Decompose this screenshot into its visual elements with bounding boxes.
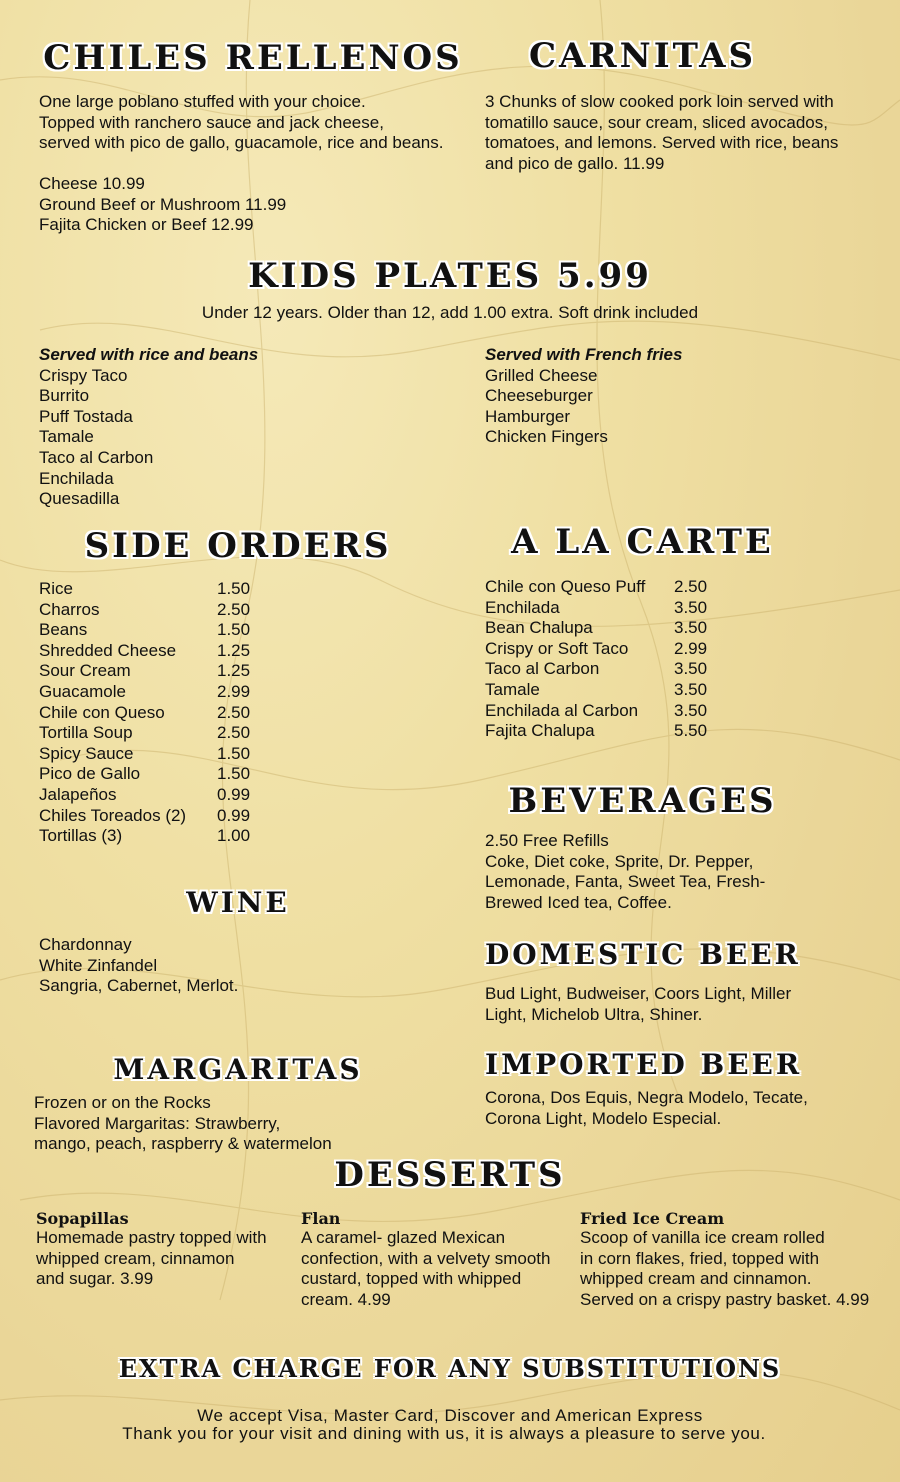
- dessert-name: Flan: [301, 1209, 341, 1228]
- carnitas-heading: CARNITAS: [528, 36, 757, 76]
- list-item: Ground Beef or Mushroom 11.99: [39, 194, 287, 214]
- list-item: Enchilada: [39, 468, 114, 488]
- wine-heading: WINE: [186, 886, 290, 919]
- kids-plates-heading: KIDS PLATES 5.99: [248, 256, 652, 296]
- list-item: Fajita Chalupa 5.50: [485, 721, 708, 741]
- list-item: Taco al Carbon 3.50: [485, 659, 708, 679]
- list-item: Guacamole 2.99: [39, 681, 251, 701]
- list-item: Charros 2.50: [39, 599, 251, 619]
- kids-rice-beans-list: [39, 345, 258, 510]
- chiles-rellenos-description: One large poblano stuffed with your choice. Topped with ranchero sauce and jack cheese, served with pico de gallo, guacamole, rice and beans.: [39, 92, 444, 153]
- list-item: Enchilada al Carbon 3.50: [485, 700, 708, 720]
- list-item: Beans 1.50: [39, 620, 251, 640]
- list-item: Pico de Gallo 1.50: [39, 764, 251, 784]
- dessert-description: Scoop of vanilla ice cream rolled in corn flakes, fried, topped with whipped cream and cinnamon. Served on a crispy pastry basket. 4.99: [580, 1228, 870, 1309]
- kids-french-fries-list: [485, 345, 682, 448]
- payment-note: We accept Visa, Master Card, Discover and American Express: [197, 1406, 703, 1425]
- side-orders-list: [39, 579, 250, 847]
- carnitas-description: 3 Chunks of slow cooked pork loin served with tomatillo sauce, sour cream, sliced avocados, tomatoes, and lemons. Served with rice, beans and pico de gallo. 11.99: [485, 92, 839, 173]
- dessert-name: Sopapillas: [36, 1209, 129, 1228]
- list-item: Cheeseburger: [485, 386, 593, 406]
- list-item: Enchilada 3.50: [485, 597, 708, 617]
- list-item: Crispy Taco: [39, 365, 128, 385]
- list-item: Shredded Cheese 1.25: [39, 640, 251, 660]
- list-item: Chiles Toreados (2) 0.99: [39, 805, 251, 825]
- dessert-fried-ice-cream: [580, 1209, 869, 1310]
- list-item: Spicy Sauce 1.50: [39, 743, 251, 763]
- list-item: Cheese 10.99: [39, 174, 145, 193]
- list-item: Bean Chalupa 3.50: [485, 618, 708, 638]
- dessert-name: Fried Ice Cream: [580, 1209, 725, 1228]
- list-item: Tortillas (3) 1.00: [39, 826, 251, 846]
- dessert-description: A caramel- glazed Mexican confection, with a velvety smooth custard, topped with whipped cream. 4.99: [301, 1228, 551, 1309]
- list-item: Crispy or Soft Taco 2.99: [485, 638, 708, 658]
- list-item: Quesadilla: [39, 489, 120, 509]
- kids-plates-note: Under 12 years. Older than 12, add 1.00 extra. Soft drink included: [201, 303, 699, 322]
- list-item: Tamale 3.50: [485, 679, 708, 699]
- dessert-description: Homemade pastry topped with whipped cream, cinnamon and sugar. 3.99: [36, 1228, 267, 1289]
- list-item: Burrito: [39, 386, 90, 406]
- list-item: Jalapeños 0.99: [39, 784, 251, 804]
- domestic-beer-text: Bud Light, Budweiser, Coors Light, Miller Light, Michelob Ultra, Shiner.: [485, 984, 792, 1024]
- list-item: Hamburger: [485, 406, 571, 426]
- beverages-heading: BEVERAGES: [508, 781, 777, 821]
- kids-rice-beans-heading: Served with rice and beans: [39, 345, 259, 364]
- list-item: Rice 1.50: [39, 579, 251, 598]
- desserts-heading: DESSERTS: [334, 1155, 566, 1195]
- list-item: Chicken Fingers: [485, 427, 608, 447]
- list-item: Fajita Chicken or Beef 12.99: [39, 215, 254, 235]
- kids-french-fries-heading: Served with French fries: [485, 345, 683, 364]
- chiles-rellenos-heading: CHILES RELLENOS: [43, 38, 463, 78]
- imported-beer-heading: IMPORTED BEER: [485, 1048, 803, 1081]
- margaritas-text: Frozen or on the Rocks Flavored Margaritas: Strawberry, mango, peach, raspberry & watermelon: [34, 1093, 332, 1154]
- side-orders-heading: SIDE ORDERS: [84, 526, 392, 566]
- list-item: Puff Tostada: [39, 406, 133, 426]
- dessert-sopapillas: [36, 1209, 267, 1290]
- dessert-flan: [301, 1209, 550, 1310]
- list-item: Grilled Cheese: [485, 365, 598, 385]
- list-item: Sour Cream 1.25: [39, 661, 251, 681]
- thank-you-note: Thank you for your visit and dining with us, it is always a pleasure to serve you.: [122, 1424, 766, 1443]
- list-item: Chile con Queso Puff 2.50: [485, 577, 708, 596]
- chiles-rellenos-options: [39, 174, 286, 236]
- beverages-text: 2.50 Free Refills Coke, Diet coke, Sprite, Dr. Pepper, Lemonade, Fanta, Sweet Tea, Fresh- Brewed Iced tea, Coffee.: [485, 831, 766, 912]
- list-item: Taco al Carbon: [39, 447, 154, 467]
- domestic-beer-heading: DOMESTIC BEER: [485, 938, 801, 971]
- a-la-carte-list: [485, 577, 707, 742]
- a-la-carte-heading: A LA CARTE: [511, 522, 774, 562]
- wine-text: Chardonnay White Zinfandel Sangria, Cabernet, Merlot.: [39, 935, 239, 996]
- list-item: Chile con Queso 2.50: [39, 702, 251, 722]
- substitutions-notice: EXTRA CHARGE FOR ANY SUBSTITUTIONS: [118, 1354, 782, 1383]
- margaritas-heading: MARGARITAS: [113, 1053, 363, 1086]
- imported-beer-text: Corona, Dos Equis, Negra Modelo, Tecate, Corona Light, Modelo Especial.: [485, 1088, 808, 1128]
- list-item: Tortilla Soup 2.50: [39, 723, 251, 743]
- list-item: Tamale: [39, 427, 94, 447]
